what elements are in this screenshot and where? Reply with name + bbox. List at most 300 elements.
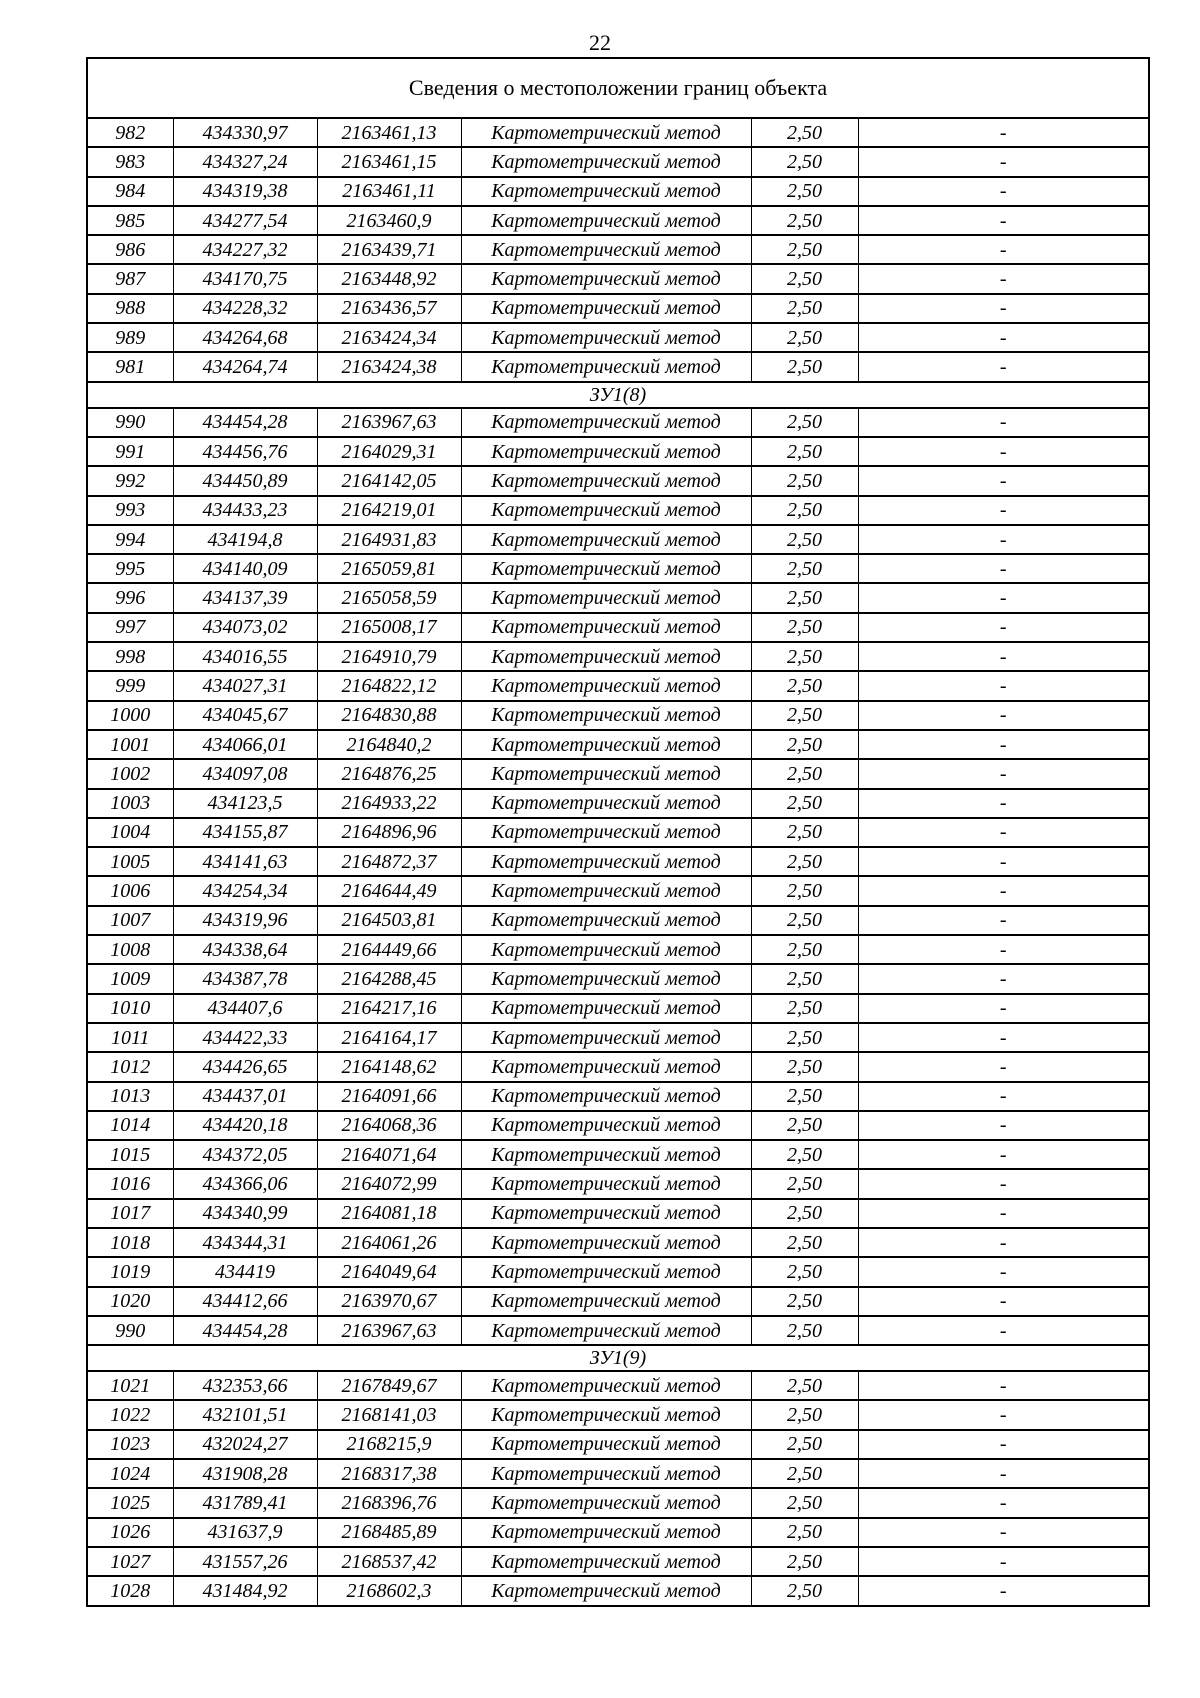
accuracy-cell: 2,50 — [751, 613, 858, 642]
point-number-cell: 989 — [87, 323, 173, 352]
method-cell: Картометрический метод — [461, 583, 751, 612]
method-cell: Картометрический метод — [461, 789, 751, 818]
x-coordinate-cell: 434066,01 — [173, 730, 317, 759]
table-row — [87, 613, 1149, 642]
accuracy-cell: 2,50 — [751, 437, 858, 466]
y-coordinate-cell: 2168396,76 — [317, 1488, 461, 1517]
description-cell: - — [858, 583, 1149, 612]
point-number-cell: 990 — [87, 1316, 173, 1345]
description-cell: - — [858, 1459, 1149, 1488]
y-coordinate-cell: 2168215,9 — [317, 1430, 461, 1459]
table-row — [87, 730, 1149, 759]
description-cell: - — [858, 408, 1149, 437]
table-row — [87, 525, 1149, 554]
accuracy-cell: 2,50 — [751, 294, 858, 323]
point-number-cell: 1019 — [87, 1257, 173, 1286]
method-cell: Картометрический метод — [461, 1228, 751, 1257]
description-cell: - — [858, 876, 1149, 905]
description-cell: - — [858, 1371, 1149, 1400]
y-coordinate-cell: 2163439,71 — [317, 235, 461, 264]
accuracy-cell: 2,50 — [751, 671, 858, 700]
table-body — [87, 58, 1149, 1606]
table-row — [87, 496, 1149, 525]
accuracy-cell: 2,50 — [751, 1140, 858, 1169]
accuracy-cell: 2,50 — [751, 1430, 858, 1459]
y-coordinate-cell: 2165008,17 — [317, 613, 461, 642]
method-cell: Картометрический метод — [461, 466, 751, 495]
x-coordinate-cell: 434366,06 — [173, 1169, 317, 1198]
method-cell: Картометрический метод — [461, 323, 751, 352]
section-header-row — [87, 382, 1149, 408]
section-label: ЗУ1(8) — [87, 382, 1149, 408]
y-coordinate-cell: 2164081,18 — [317, 1199, 461, 1228]
y-coordinate-cell: 2164164,17 — [317, 1023, 461, 1052]
accuracy-cell: 2,50 — [751, 206, 858, 235]
y-coordinate-cell: 2164840,2 — [317, 730, 461, 759]
x-coordinate-cell: 434123,5 — [173, 789, 317, 818]
x-coordinate-cell: 434433,23 — [173, 496, 317, 525]
x-coordinate-cell: 434327,24 — [173, 147, 317, 176]
x-coordinate-cell: 434264,74 — [173, 352, 317, 381]
method-cell: Картометрический метод — [461, 1169, 751, 1198]
x-coordinate-cell: 434027,31 — [173, 671, 317, 700]
description-cell: - — [858, 352, 1149, 381]
accuracy-cell: 2,50 — [751, 323, 858, 352]
x-coordinate-cell: 431637,9 — [173, 1518, 317, 1547]
accuracy-cell: 2,50 — [751, 1287, 858, 1316]
method-cell: Картометрический метод — [461, 906, 751, 935]
point-number-cell: 1010 — [87, 994, 173, 1023]
description-cell: - — [858, 1169, 1149, 1198]
y-coordinate-cell: 2163460,9 — [317, 206, 461, 235]
description-cell: - — [858, 1082, 1149, 1111]
table-row — [87, 701, 1149, 730]
table-row — [87, 554, 1149, 583]
table-row — [87, 847, 1149, 876]
method-cell: Картометрический метод — [461, 408, 751, 437]
method-cell: Картометрический метод — [461, 1400, 751, 1429]
accuracy-cell: 2,50 — [751, 906, 858, 935]
y-coordinate-cell: 2164029,31 — [317, 437, 461, 466]
table-row — [87, 671, 1149, 700]
point-number-cell: 991 — [87, 437, 173, 466]
y-coordinate-cell: 2167849,67 — [317, 1371, 461, 1400]
x-coordinate-cell: 434407,6 — [173, 994, 317, 1023]
accuracy-cell: 2,50 — [751, 701, 858, 730]
description-cell: - — [858, 1257, 1149, 1286]
point-number-cell: 1001 — [87, 730, 173, 759]
table-row — [87, 294, 1149, 323]
point-number-cell: 990 — [87, 408, 173, 437]
description-cell: - — [858, 177, 1149, 206]
x-coordinate-cell: 434170,75 — [173, 264, 317, 293]
method-cell: Картометрический метод — [461, 1316, 751, 1345]
point-number-cell: 1026 — [87, 1518, 173, 1547]
x-coordinate-cell: 434450,89 — [173, 466, 317, 495]
method-cell: Картометрический метод — [461, 1459, 751, 1488]
table-row — [87, 583, 1149, 612]
x-coordinate-cell: 434319,38 — [173, 177, 317, 206]
accuracy-cell: 2,50 — [751, 1459, 858, 1488]
x-coordinate-cell: 434097,08 — [173, 759, 317, 788]
description-cell: - — [858, 671, 1149, 700]
x-coordinate-cell: 431484,92 — [173, 1576, 317, 1605]
y-coordinate-cell: 2164872,37 — [317, 847, 461, 876]
description-cell: - — [858, 730, 1149, 759]
table-row — [87, 759, 1149, 788]
x-coordinate-cell: 434227,32 — [173, 235, 317, 264]
x-coordinate-cell: 431908,28 — [173, 1459, 317, 1488]
table-row — [87, 935, 1149, 964]
boundary-coordinates-table — [86, 57, 1150, 1607]
accuracy-cell: 2,50 — [751, 408, 858, 437]
point-number-cell: 993 — [87, 496, 173, 525]
accuracy-cell: 2,50 — [751, 1518, 858, 1547]
description-cell: - — [858, 1287, 1149, 1316]
page-number: 22 — [589, 30, 611, 55]
point-number-cell: 1021 — [87, 1371, 173, 1400]
table-row — [87, 994, 1149, 1023]
x-coordinate-cell: 431557,26 — [173, 1547, 317, 1576]
point-number-cell: 996 — [87, 583, 173, 612]
table-row — [87, 1316, 1149, 1345]
x-coordinate-cell: 434456,76 — [173, 437, 317, 466]
accuracy-cell: 2,50 — [751, 352, 858, 381]
accuracy-cell: 2,50 — [751, 496, 858, 525]
point-number-cell: 1014 — [87, 1111, 173, 1140]
y-coordinate-cell: 2164503,81 — [317, 906, 461, 935]
x-coordinate-cell: 434155,87 — [173, 818, 317, 847]
point-number-cell: 1005 — [87, 847, 173, 876]
description-cell: - — [858, 1140, 1149, 1169]
x-coordinate-cell: 434340,99 — [173, 1199, 317, 1228]
y-coordinate-cell: 2168602,3 — [317, 1576, 461, 1605]
point-number-cell: 1022 — [87, 1400, 173, 1429]
description-cell: - — [858, 759, 1149, 788]
description-cell: - — [858, 206, 1149, 235]
y-coordinate-cell: 2164219,01 — [317, 496, 461, 525]
x-coordinate-cell: 434422,33 — [173, 1023, 317, 1052]
description-cell: - — [858, 323, 1149, 352]
method-cell: Картометрический метод — [461, 1287, 751, 1316]
accuracy-cell: 2,50 — [751, 876, 858, 905]
accuracy-cell: 2,50 — [751, 964, 858, 993]
description-cell: - — [858, 496, 1149, 525]
x-coordinate-cell: 434412,66 — [173, 1287, 317, 1316]
method-cell: Картометрический метод — [461, 1257, 751, 1286]
method-cell: Картометрический метод — [461, 1430, 751, 1459]
x-coordinate-cell: 434419 — [173, 1257, 317, 1286]
accuracy-cell: 2,50 — [751, 1257, 858, 1286]
table-row — [87, 964, 1149, 993]
accuracy-cell: 2,50 — [751, 1547, 858, 1576]
table-title-row — [87, 58, 1149, 118]
method-cell: Картометрический метод — [461, 294, 751, 323]
table-row — [87, 1287, 1149, 1316]
y-coordinate-cell: 2164217,16 — [317, 994, 461, 1023]
description-cell: - — [858, 554, 1149, 583]
table-row — [87, 1488, 1149, 1517]
accuracy-cell: 2,50 — [751, 264, 858, 293]
table-row — [87, 352, 1149, 381]
description-cell: - — [858, 1518, 1149, 1547]
point-number-cell: 1018 — [87, 1228, 173, 1257]
y-coordinate-cell: 2163461,13 — [317, 118, 461, 147]
table-row — [87, 177, 1149, 206]
y-coordinate-cell: 2164876,25 — [317, 759, 461, 788]
description-cell: - — [858, 613, 1149, 642]
description-cell: - — [858, 147, 1149, 176]
point-number-cell: 999 — [87, 671, 173, 700]
point-number-cell: 987 — [87, 264, 173, 293]
accuracy-cell: 2,50 — [751, 1576, 858, 1605]
y-coordinate-cell: 2163424,38 — [317, 352, 461, 381]
accuracy-cell: 2,50 — [751, 1228, 858, 1257]
method-cell: Картометрический метод — [461, 642, 751, 671]
accuracy-cell: 2,50 — [751, 1199, 858, 1228]
table-row — [87, 1199, 1149, 1228]
method-cell: Картометрический метод — [461, 1082, 751, 1111]
x-coordinate-cell: 432024,27 — [173, 1430, 317, 1459]
x-coordinate-cell: 434437,01 — [173, 1082, 317, 1111]
method-cell: Картометрический метод — [461, 876, 751, 905]
description-cell: - — [858, 1547, 1149, 1576]
description-cell: - — [858, 294, 1149, 323]
point-number-cell: 1011 — [87, 1023, 173, 1052]
point-number-cell: 1013 — [87, 1082, 173, 1111]
point-number-cell: 1020 — [87, 1287, 173, 1316]
accuracy-cell: 2,50 — [751, 177, 858, 206]
table-row — [87, 206, 1149, 235]
point-number-cell: 1000 — [87, 701, 173, 730]
x-coordinate-cell: 431789,41 — [173, 1488, 317, 1517]
method-cell: Картометрический метод — [461, 437, 751, 466]
description-cell: - — [858, 1111, 1149, 1140]
accuracy-cell: 2,50 — [751, 235, 858, 264]
method-cell: Картометрический метод — [461, 264, 751, 293]
method-cell: Картометрический метод — [461, 352, 751, 381]
point-number-cell: 1016 — [87, 1169, 173, 1198]
y-coordinate-cell: 2164068,36 — [317, 1111, 461, 1140]
description-cell: - — [858, 642, 1149, 671]
description-cell: - — [858, 1023, 1149, 1052]
description-cell: - — [858, 1576, 1149, 1605]
section-label: ЗУ1(9) — [87, 1345, 1149, 1371]
method-cell: Картометрический метод — [461, 118, 751, 147]
accuracy-cell: 2,50 — [751, 935, 858, 964]
description-cell: - — [858, 466, 1149, 495]
method-cell: Картометрический метод — [461, 1111, 751, 1140]
accuracy-cell: 2,50 — [751, 1111, 858, 1140]
accuracy-cell: 2,50 — [751, 1023, 858, 1052]
x-coordinate-cell: 434319,96 — [173, 906, 317, 935]
point-number-cell: 1008 — [87, 935, 173, 964]
method-cell: Картометрический метод — [461, 847, 751, 876]
accuracy-cell: 2,50 — [751, 994, 858, 1023]
point-number-cell: 992 — [87, 466, 173, 495]
description-cell: - — [858, 264, 1149, 293]
point-number-cell: 1017 — [87, 1199, 173, 1228]
x-coordinate-cell: 434420,18 — [173, 1111, 317, 1140]
description-cell: - — [858, 701, 1149, 730]
point-number-cell: 1006 — [87, 876, 173, 905]
x-coordinate-cell: 434140,09 — [173, 554, 317, 583]
point-number-cell: 983 — [87, 147, 173, 176]
y-coordinate-cell: 2164933,22 — [317, 789, 461, 818]
point-number-cell: 1012 — [87, 1052, 173, 1081]
table-row — [87, 264, 1149, 293]
method-cell: Картометрический метод — [461, 994, 751, 1023]
y-coordinate-cell: 2164049,64 — [317, 1257, 461, 1286]
table-title: Сведения о местоположении границ объекта — [87, 58, 1149, 118]
point-number-cell: 994 — [87, 525, 173, 554]
y-coordinate-cell: 2163436,57 — [317, 294, 461, 323]
y-coordinate-cell: 2164288,45 — [317, 964, 461, 993]
description-cell: - — [858, 1228, 1149, 1257]
point-number-cell: 1009 — [87, 964, 173, 993]
x-coordinate-cell: 434228,32 — [173, 294, 317, 323]
y-coordinate-cell: 2163970,67 — [317, 1287, 461, 1316]
table-row — [87, 1052, 1149, 1081]
method-cell: Картометрический метод — [461, 554, 751, 583]
table-row — [87, 1547, 1149, 1576]
description-cell: - — [858, 847, 1149, 876]
x-coordinate-cell: 434454,28 — [173, 1316, 317, 1345]
y-coordinate-cell: 2164449,66 — [317, 935, 461, 964]
accuracy-cell: 2,50 — [751, 1052, 858, 1081]
method-cell: Картометрический метод — [461, 525, 751, 554]
y-coordinate-cell: 2164148,62 — [317, 1052, 461, 1081]
y-coordinate-cell: 2163448,92 — [317, 264, 461, 293]
method-cell: Картометрический метод — [461, 964, 751, 993]
x-coordinate-cell: 434264,68 — [173, 323, 317, 352]
table-row — [87, 1082, 1149, 1111]
method-cell: Картометрический метод — [461, 1023, 751, 1052]
description-cell: - — [858, 1488, 1149, 1517]
x-coordinate-cell: 432101,51 — [173, 1400, 317, 1429]
y-coordinate-cell: 2164072,99 — [317, 1169, 461, 1198]
table-row — [87, 1518, 1149, 1547]
table-row — [87, 1371, 1149, 1400]
y-coordinate-cell: 2164931,83 — [317, 525, 461, 554]
point-number-cell: 1027 — [87, 1547, 173, 1576]
method-cell: Картометрический метод — [461, 177, 751, 206]
method-cell: Картометрический метод — [461, 147, 751, 176]
description-cell: - — [858, 789, 1149, 818]
x-coordinate-cell: 434277,54 — [173, 206, 317, 235]
method-cell: Картометрический метод — [461, 1052, 751, 1081]
y-coordinate-cell: 2164091,66 — [317, 1082, 461, 1111]
y-coordinate-cell: 2165058,59 — [317, 583, 461, 612]
table-row — [87, 466, 1149, 495]
y-coordinate-cell: 2164910,79 — [317, 642, 461, 671]
x-coordinate-cell: 434137,39 — [173, 583, 317, 612]
table-row — [87, 1228, 1149, 1257]
description-cell: - — [858, 906, 1149, 935]
method-cell: Картометрический метод — [461, 935, 751, 964]
method-cell: Картометрический метод — [461, 235, 751, 264]
accuracy-cell: 2,50 — [751, 466, 858, 495]
table-row — [87, 906, 1149, 935]
accuracy-cell: 2,50 — [751, 730, 858, 759]
y-coordinate-cell: 2163461,11 — [317, 177, 461, 206]
description-cell: - — [858, 964, 1149, 993]
method-cell: Картометрический метод — [461, 1518, 751, 1547]
accuracy-cell: 2,50 — [751, 1316, 858, 1345]
table-row — [87, 1459, 1149, 1488]
description-cell: - — [858, 1052, 1149, 1081]
point-number-cell: 1024 — [87, 1459, 173, 1488]
x-coordinate-cell: 434387,78 — [173, 964, 317, 993]
x-coordinate-cell: 434338,64 — [173, 935, 317, 964]
point-number-cell: 997 — [87, 613, 173, 642]
description-cell: - — [858, 1400, 1149, 1429]
table-row — [87, 876, 1149, 905]
point-number-cell: 1028 — [87, 1576, 173, 1605]
method-cell: Картометрический метод — [461, 1199, 751, 1228]
method-cell: Картометрический метод — [461, 1488, 751, 1517]
y-coordinate-cell: 2164830,88 — [317, 701, 461, 730]
accuracy-cell: 2,50 — [751, 759, 858, 788]
table-row — [87, 1111, 1149, 1140]
section-header-row — [87, 1345, 1149, 1371]
method-cell: Картометрический метод — [461, 1371, 751, 1400]
method-cell: Картометрический метод — [461, 671, 751, 700]
x-coordinate-cell: 434372,05 — [173, 1140, 317, 1169]
point-number-cell: 1002 — [87, 759, 173, 788]
point-number-cell: 998 — [87, 642, 173, 671]
description-cell: - — [858, 1316, 1149, 1345]
y-coordinate-cell: 2168537,42 — [317, 1547, 461, 1576]
point-number-cell: 1015 — [87, 1140, 173, 1169]
point-number-cell: 1025 — [87, 1488, 173, 1517]
point-number-cell: 1004 — [87, 818, 173, 847]
table-row — [87, 1023, 1149, 1052]
table-row — [87, 323, 1149, 352]
y-coordinate-cell: 2163424,34 — [317, 323, 461, 352]
method-cell: Картометрический метод — [461, 818, 751, 847]
x-coordinate-cell: 434073,02 — [173, 613, 317, 642]
point-number-cell: 995 — [87, 554, 173, 583]
x-coordinate-cell: 434330,97 — [173, 118, 317, 147]
point-number-cell: 981 — [87, 352, 173, 381]
table-row — [87, 1400, 1149, 1429]
table-row — [87, 789, 1149, 818]
description-cell: - — [858, 935, 1149, 964]
accuracy-cell: 2,50 — [751, 118, 858, 147]
table-row — [87, 1430, 1149, 1459]
point-number-cell: 1007 — [87, 906, 173, 935]
accuracy-cell: 2,50 — [751, 789, 858, 818]
accuracy-cell: 2,50 — [751, 147, 858, 176]
accuracy-cell: 2,50 — [751, 847, 858, 876]
method-cell: Картометрический метод — [461, 701, 751, 730]
y-coordinate-cell: 2163461,15 — [317, 147, 461, 176]
y-coordinate-cell: 2164061,26 — [317, 1228, 461, 1257]
y-coordinate-cell: 2165059,81 — [317, 554, 461, 583]
x-coordinate-cell: 434194,8 — [173, 525, 317, 554]
y-coordinate-cell: 2164822,12 — [317, 671, 461, 700]
point-number-cell: 985 — [87, 206, 173, 235]
table-row — [87, 147, 1149, 176]
description-cell: - — [858, 994, 1149, 1023]
y-coordinate-cell: 2168141,03 — [317, 1400, 461, 1429]
method-cell: Картометрический метод — [461, 759, 751, 788]
x-coordinate-cell: 434454,28 — [173, 408, 317, 437]
x-coordinate-cell: 434016,55 — [173, 642, 317, 671]
y-coordinate-cell: 2163967,63 — [317, 408, 461, 437]
y-coordinate-cell: 2164644,49 — [317, 876, 461, 905]
